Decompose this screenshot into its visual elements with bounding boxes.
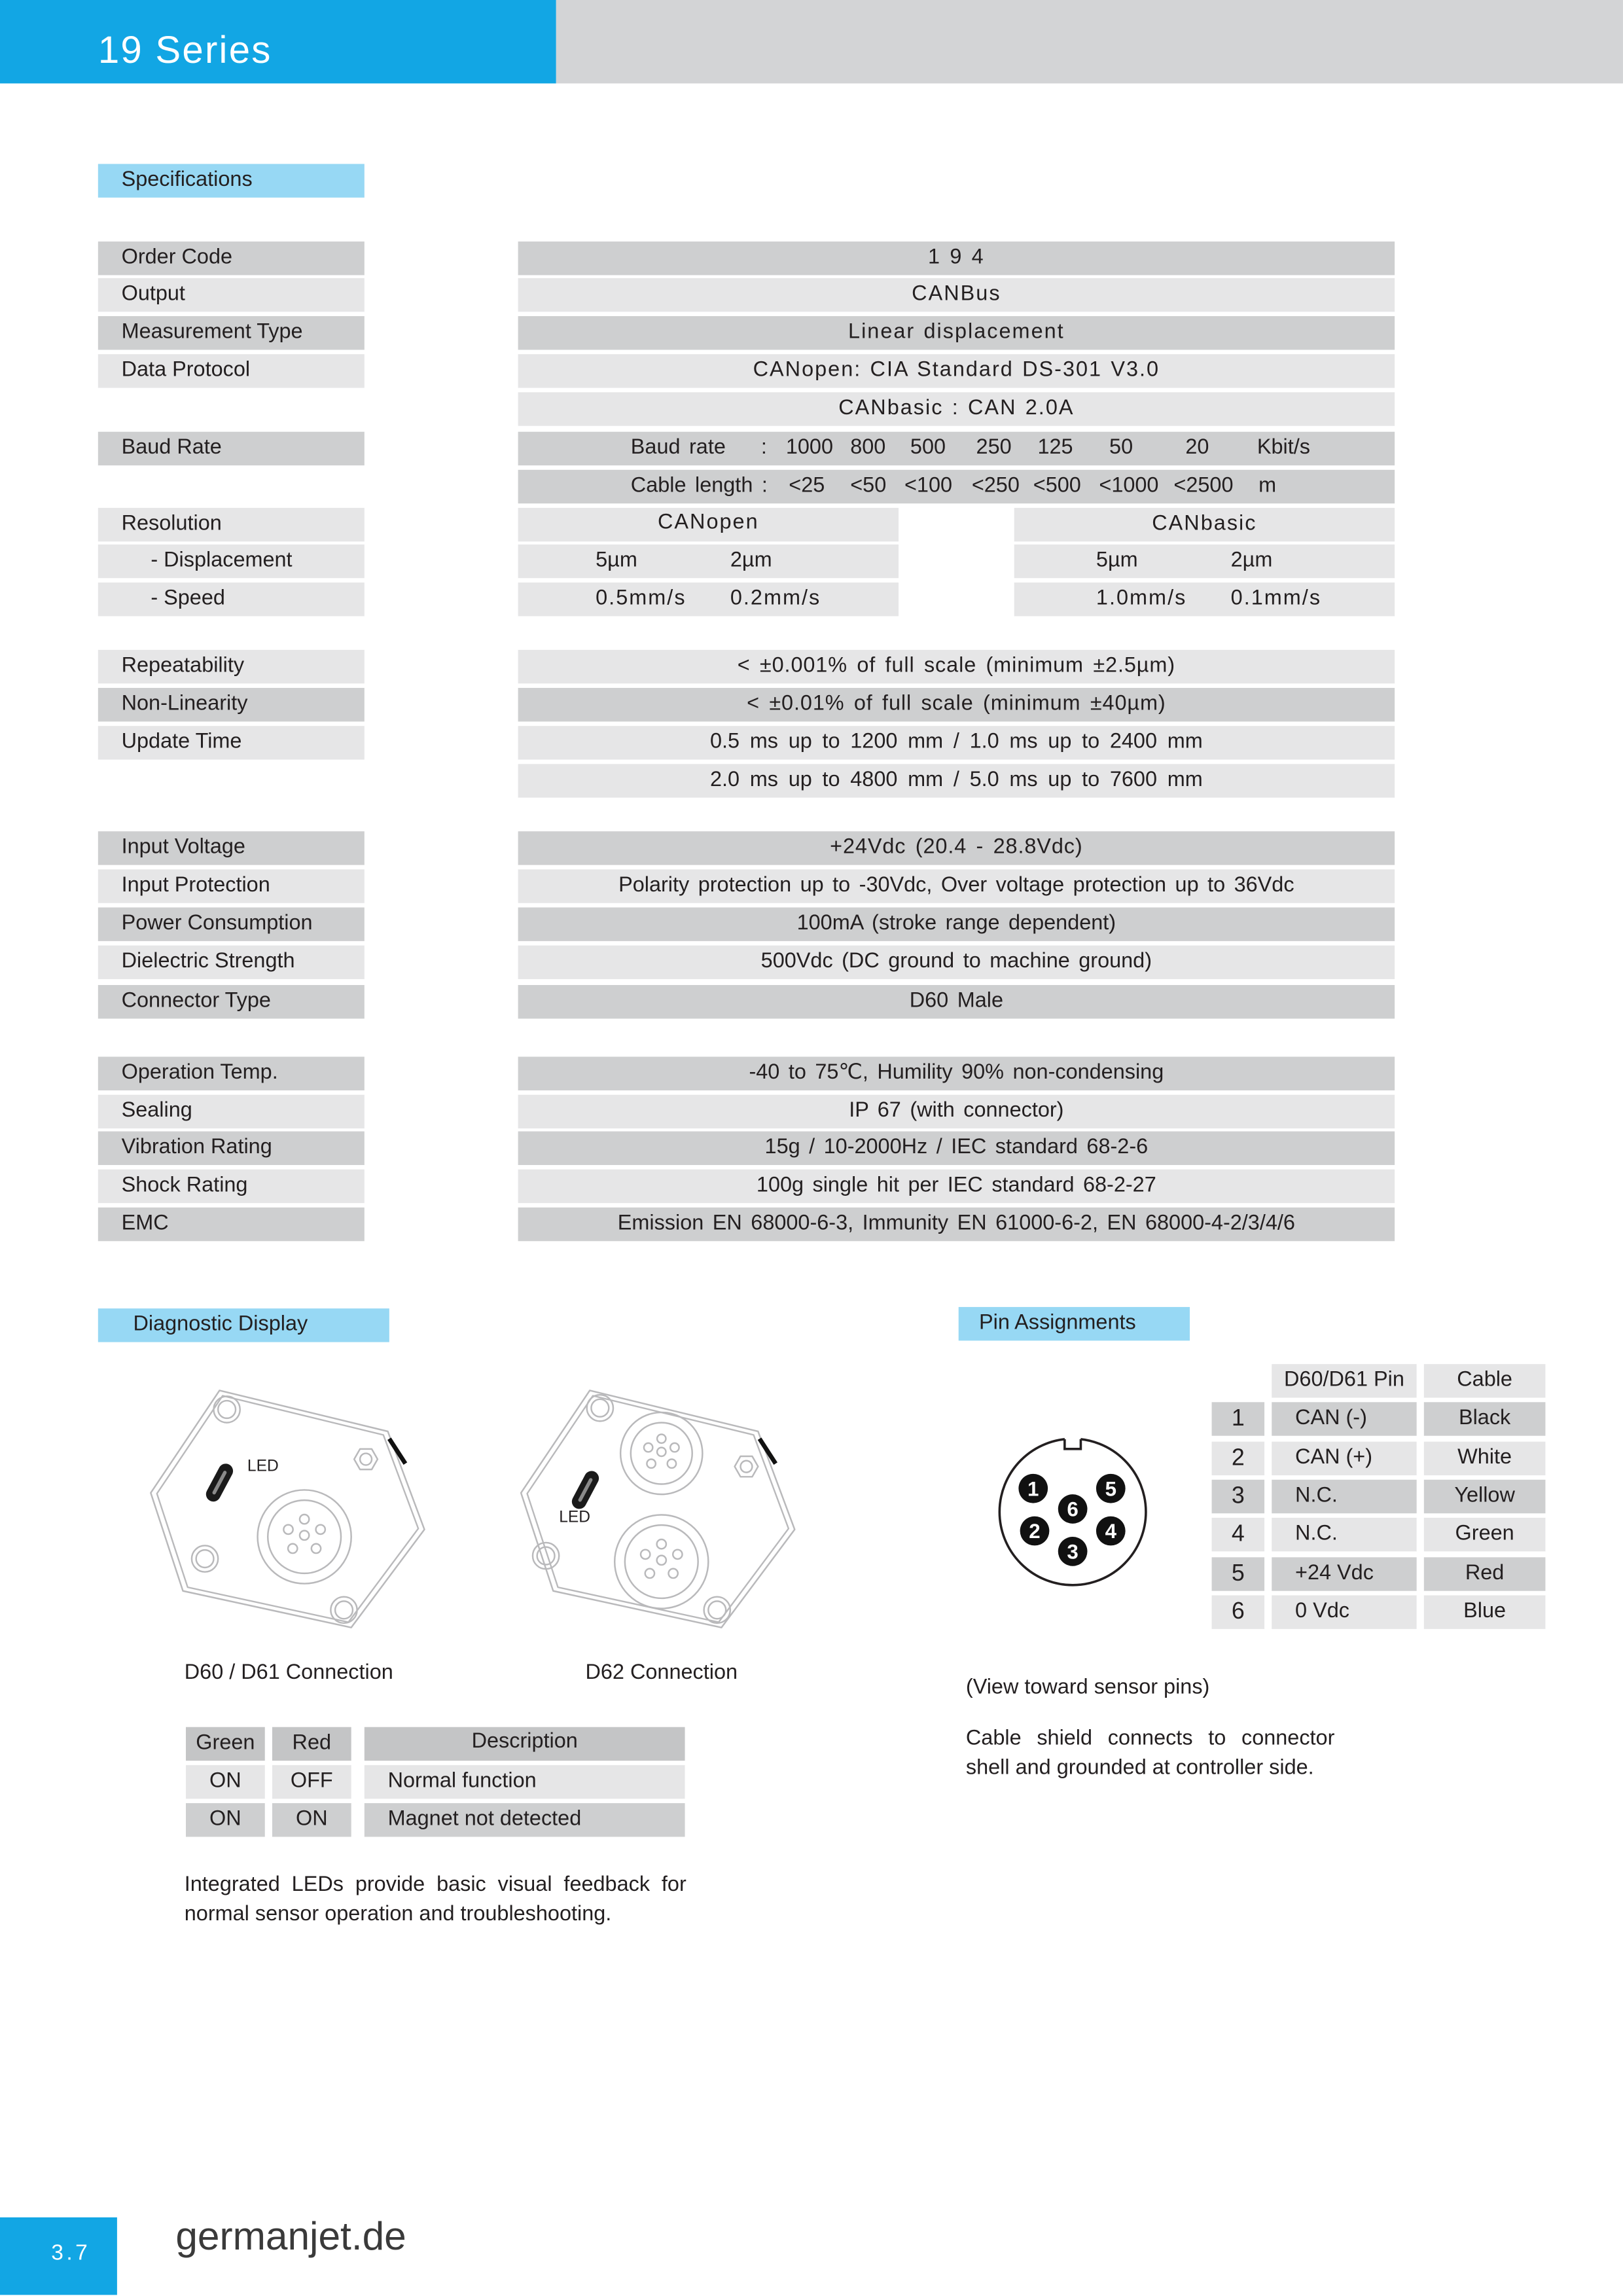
displacement-value: 5µm: [596, 548, 637, 573]
spec-value-emc: Emission EN 68000-6-3, Immunity EN 61000-6-2, EN 68000-4-2/3/4/6: [518, 1208, 1395, 1241]
spec-label-output: Output: [98, 278, 365, 312]
spec-label-input-voltage: Input Voltage: [98, 831, 365, 865]
header-blue-bar: [0, 0, 556, 83]
spec-label-order-code: Order Code: [98, 242, 365, 275]
spec-label-power-consumption: Power Consumption: [98, 907, 365, 941]
pin-number: 6: [1067, 1498, 1079, 1521]
spec-label-dielectric-strength: Dielectric Strength: [98, 946, 365, 979]
pin-table-number: 2: [1212, 1442, 1265, 1475]
baud-rate-value: 125: [1037, 436, 1073, 460]
displacement-value: 2µm: [730, 548, 772, 573]
led-table-cell-red: OFF: [272, 1765, 351, 1799]
speed-value: 0.1mm/s: [1230, 586, 1322, 611]
baud-rate-caption: Baud rate: [630, 436, 726, 460]
pin-table-header-cable: Cable: [1424, 1364, 1546, 1397]
speed-canbasic-row: [1014, 583, 1395, 616]
led-table-header-green: Green: [186, 1727, 265, 1761]
led-table-cell-green: ON: [186, 1765, 265, 1799]
marker-stripe: [760, 1439, 776, 1463]
cable-length-value: <2500: [1173, 474, 1234, 498]
pin-table-number: 3: [1212, 1480, 1265, 1513]
pin-number: 4: [1105, 1520, 1116, 1543]
led-feedback-note: Integrated LEDs provide basic visual feedback for normal sensor operation and troubleshooting.: [184, 1873, 687, 1926]
pin-2: [1020, 1516, 1050, 1546]
pin-layout-diagram: [992, 1431, 1153, 1592]
d62-connection-caption: D62 Connection: [585, 1661, 738, 1685]
displacement-value: 2µm: [1230, 548, 1273, 573]
page-title: 19 Series: [98, 27, 272, 72]
baud-rate-unit: Kbit/s: [1257, 436, 1310, 460]
spec-value-power-consumption: 100mA (stroke range dependent): [518, 907, 1395, 941]
spec-label-connector-type: Connector Type: [98, 985, 365, 1018]
spec-label-sealing: Sealing: [98, 1095, 365, 1128]
speed-canopen-row: [518, 583, 899, 616]
spec-label-operation-temp: Operation Temp.: [98, 1057, 365, 1090]
spec-label-non-linearity: Non-Linearity: [98, 688, 365, 721]
pin-table-cable-color: Red: [1424, 1557, 1546, 1590]
pin-table-signal: 0 Vdc: [1272, 1595, 1416, 1628]
pin-table-cable-color: White: [1424, 1442, 1546, 1475]
pin-5: [1096, 1474, 1126, 1503]
spec-label-baud-rate: Baud Rate: [98, 432, 365, 465]
pin-table-signal: +24 Vdc: [1272, 1557, 1416, 1590]
pin-table-number: 6: [1212, 1595, 1265, 1628]
pin-3: [1058, 1537, 1088, 1566]
spec-value-data-protocol: CANopen: CIA Standard DS-301 V3.0: [518, 354, 1395, 387]
d60-d61-connector-drawing: [147, 1383, 432, 1636]
speed-value: 0.5mm/s: [596, 586, 687, 611]
spec-value-dielectric-strength: 500Vdc (DC ground to machine ground): [518, 946, 1395, 979]
led-table-cell-description: Magnet not detected: [365, 1803, 685, 1837]
led-indicator-icon: [569, 1469, 601, 1512]
baud-rate-value: 500: [910, 436, 946, 460]
displacement-value: 5µm: [1096, 548, 1138, 573]
d62-connector-drawing: [516, 1383, 802, 1636]
spec-label-input-protection: Input Protection: [98, 869, 365, 903]
diagnostic-display-heading: Diagnostic Display: [98, 1308, 389, 1342]
baud-rate-value: 50: [1109, 436, 1133, 460]
spec-value-vibration-rating: 15g / 10-2000Hz / IEC standard 68-2-6: [518, 1132, 1395, 1165]
pin-table-cable-color: Yellow: [1424, 1480, 1546, 1513]
led-table-cell-red: ON: [272, 1803, 351, 1837]
spec-value-shock-rating: 100g single hit per IEC standard 68-2-27: [518, 1170, 1395, 1203]
pin-table-number: 1: [1212, 1402, 1265, 1435]
cable-length-value: <25: [789, 474, 825, 498]
led-table-cell-description: Normal function: [365, 1765, 685, 1799]
cable-length-unit: m: [1258, 474, 1277, 498]
spec-value-update-time: 0.5 ms up to 1200 mm / 1.0 ms up to 2400 mm: [518, 726, 1395, 759]
spec-label-emc: EMC: [98, 1208, 365, 1241]
led-table-header-description: Description: [365, 1727, 685, 1761]
spec-value-update-time-extended: 2.0 ms up to 4800 mm / 5.0 ms up to 7600 mm: [518, 764, 1395, 797]
led-indicator-icon: [204, 1461, 236, 1504]
pin-table-cable-color: Black: [1424, 1402, 1546, 1435]
specifications-heading: Specifications: [98, 164, 365, 197]
spec-value-repeatability: < ±0.001% of full scale (minimum ±2.5µm): [518, 650, 1395, 683]
spec-label-data-protocol: Data Protocol: [98, 354, 365, 387]
pin-table-number: 5: [1212, 1557, 1265, 1590]
pin-assignments-heading: Pin Assignments: [959, 1307, 1190, 1340]
spec-value-connector-type: D60 Male: [518, 985, 1395, 1018]
led-table-header-red: Red: [272, 1727, 351, 1761]
baud-rate-value: 250: [976, 436, 1012, 460]
pin-number: 5: [1105, 1477, 1116, 1501]
pin-table-signal: N.C.: [1272, 1480, 1416, 1513]
header-gray-bar: [556, 0, 1623, 83]
baud-rate-value: 20: [1185, 436, 1209, 460]
pin-table-signal: CAN (-): [1272, 1402, 1416, 1435]
cable-length-caption: Cable length :: [630, 474, 768, 498]
spec-value-sealing: IP 67 (with connector): [518, 1095, 1395, 1128]
speed-value: 1.0mm/s: [1096, 586, 1187, 611]
spec-label-speed: - Speed: [98, 583, 365, 616]
baud-rate-value: 1000: [785, 436, 833, 460]
spec-value-output: CANBus: [518, 278, 1395, 312]
pin-6: [1058, 1494, 1088, 1524]
cable-length-value: <250: [971, 474, 1020, 498]
pin-4: [1096, 1516, 1126, 1546]
pin-table-cable-color: Green: [1424, 1518, 1546, 1551]
marker-stripe: [389, 1439, 406, 1463]
cable-shield-note: Cable shield connects to connector shell and grounded at controller side.: [965, 1727, 1335, 1780]
spec-label-repeatability: Repeatability: [98, 650, 365, 683]
spec-label-measurement-type: Measurement Type: [98, 316, 365, 350]
cable-length-value: <100: [904, 474, 953, 498]
d60-d61-connection-caption: D60 / D61 Connection: [184, 1661, 393, 1685]
pin-number: 1: [1027, 1477, 1039, 1501]
spec-label-update-time: Update Time: [98, 726, 365, 759]
pin-view-note: (View toward sensor pins): [965, 1676, 1210, 1700]
spec-label-shock-rating: Shock Rating: [98, 1170, 365, 1203]
baud-rate-row: [518, 432, 1395, 465]
baud-rate-value: 800: [850, 436, 886, 460]
cable-length-value: <50: [850, 474, 887, 498]
spec-value-data-protocol-canbasic: CANbasic : CAN 2.0A: [518, 392, 1395, 425]
pin-number: 3: [1067, 1540, 1079, 1564]
resolution-column-canopen: CANopen: [518, 508, 899, 541]
pin-table-signal: CAN (+): [1272, 1442, 1416, 1475]
cable-length-value: <500: [1033, 474, 1081, 498]
displacement-canopen-row: [518, 545, 899, 578]
pin-table-cable-color: Blue: [1424, 1595, 1546, 1628]
spec-value-input-voltage: +24Vdc (20.4 - 28.8Vdc): [518, 831, 1395, 865]
pin-table-header-pin: D60/D61 Pin: [1272, 1364, 1416, 1397]
pin-table-number: 4: [1212, 1518, 1265, 1551]
cable-length-row: [518, 470, 1395, 503]
speed-value: 0.2mm/s: [730, 586, 821, 611]
baud-rate-separator: :: [760, 436, 767, 460]
spec-value-operation-temp: -40 to 75℃, Humility 90% non-condensing: [518, 1057, 1395, 1090]
resolution-column-canbasic: CANbasic: [1014, 508, 1395, 541]
spec-value-input-protection: Polarity protection up to -30Vdc, Over voltage protection up to 36Vdc: [518, 869, 1395, 903]
pin-table-signal: N.C.: [1272, 1518, 1416, 1551]
pin-number: 2: [1029, 1520, 1041, 1543]
website-logo-text: germanjet.de: [175, 2214, 406, 2259]
pin-1: [1018, 1474, 1048, 1503]
spec-value-non-linearity: < ±0.01% of full scale (minimum ±40µm): [518, 688, 1395, 721]
spec-label-resolution: Resolution: [98, 508, 365, 541]
spec-label-vibration-rating: Vibration Rating: [98, 1132, 365, 1165]
spec-label-displacement: - Displacement: [98, 545, 365, 578]
cable-length-value: <1000: [1099, 474, 1159, 498]
led-label: LED: [559, 1508, 591, 1526]
spec-value-measurement-type: Linear displacement: [518, 316, 1395, 350]
led-label: LED: [247, 1457, 279, 1475]
page-number: 3.7: [51, 2240, 91, 2266]
displacement-canbasic-row: [1014, 545, 1395, 578]
spec-value-order-code: 1 9 4: [518, 242, 1395, 275]
led-table-cell-green: ON: [186, 1803, 265, 1837]
